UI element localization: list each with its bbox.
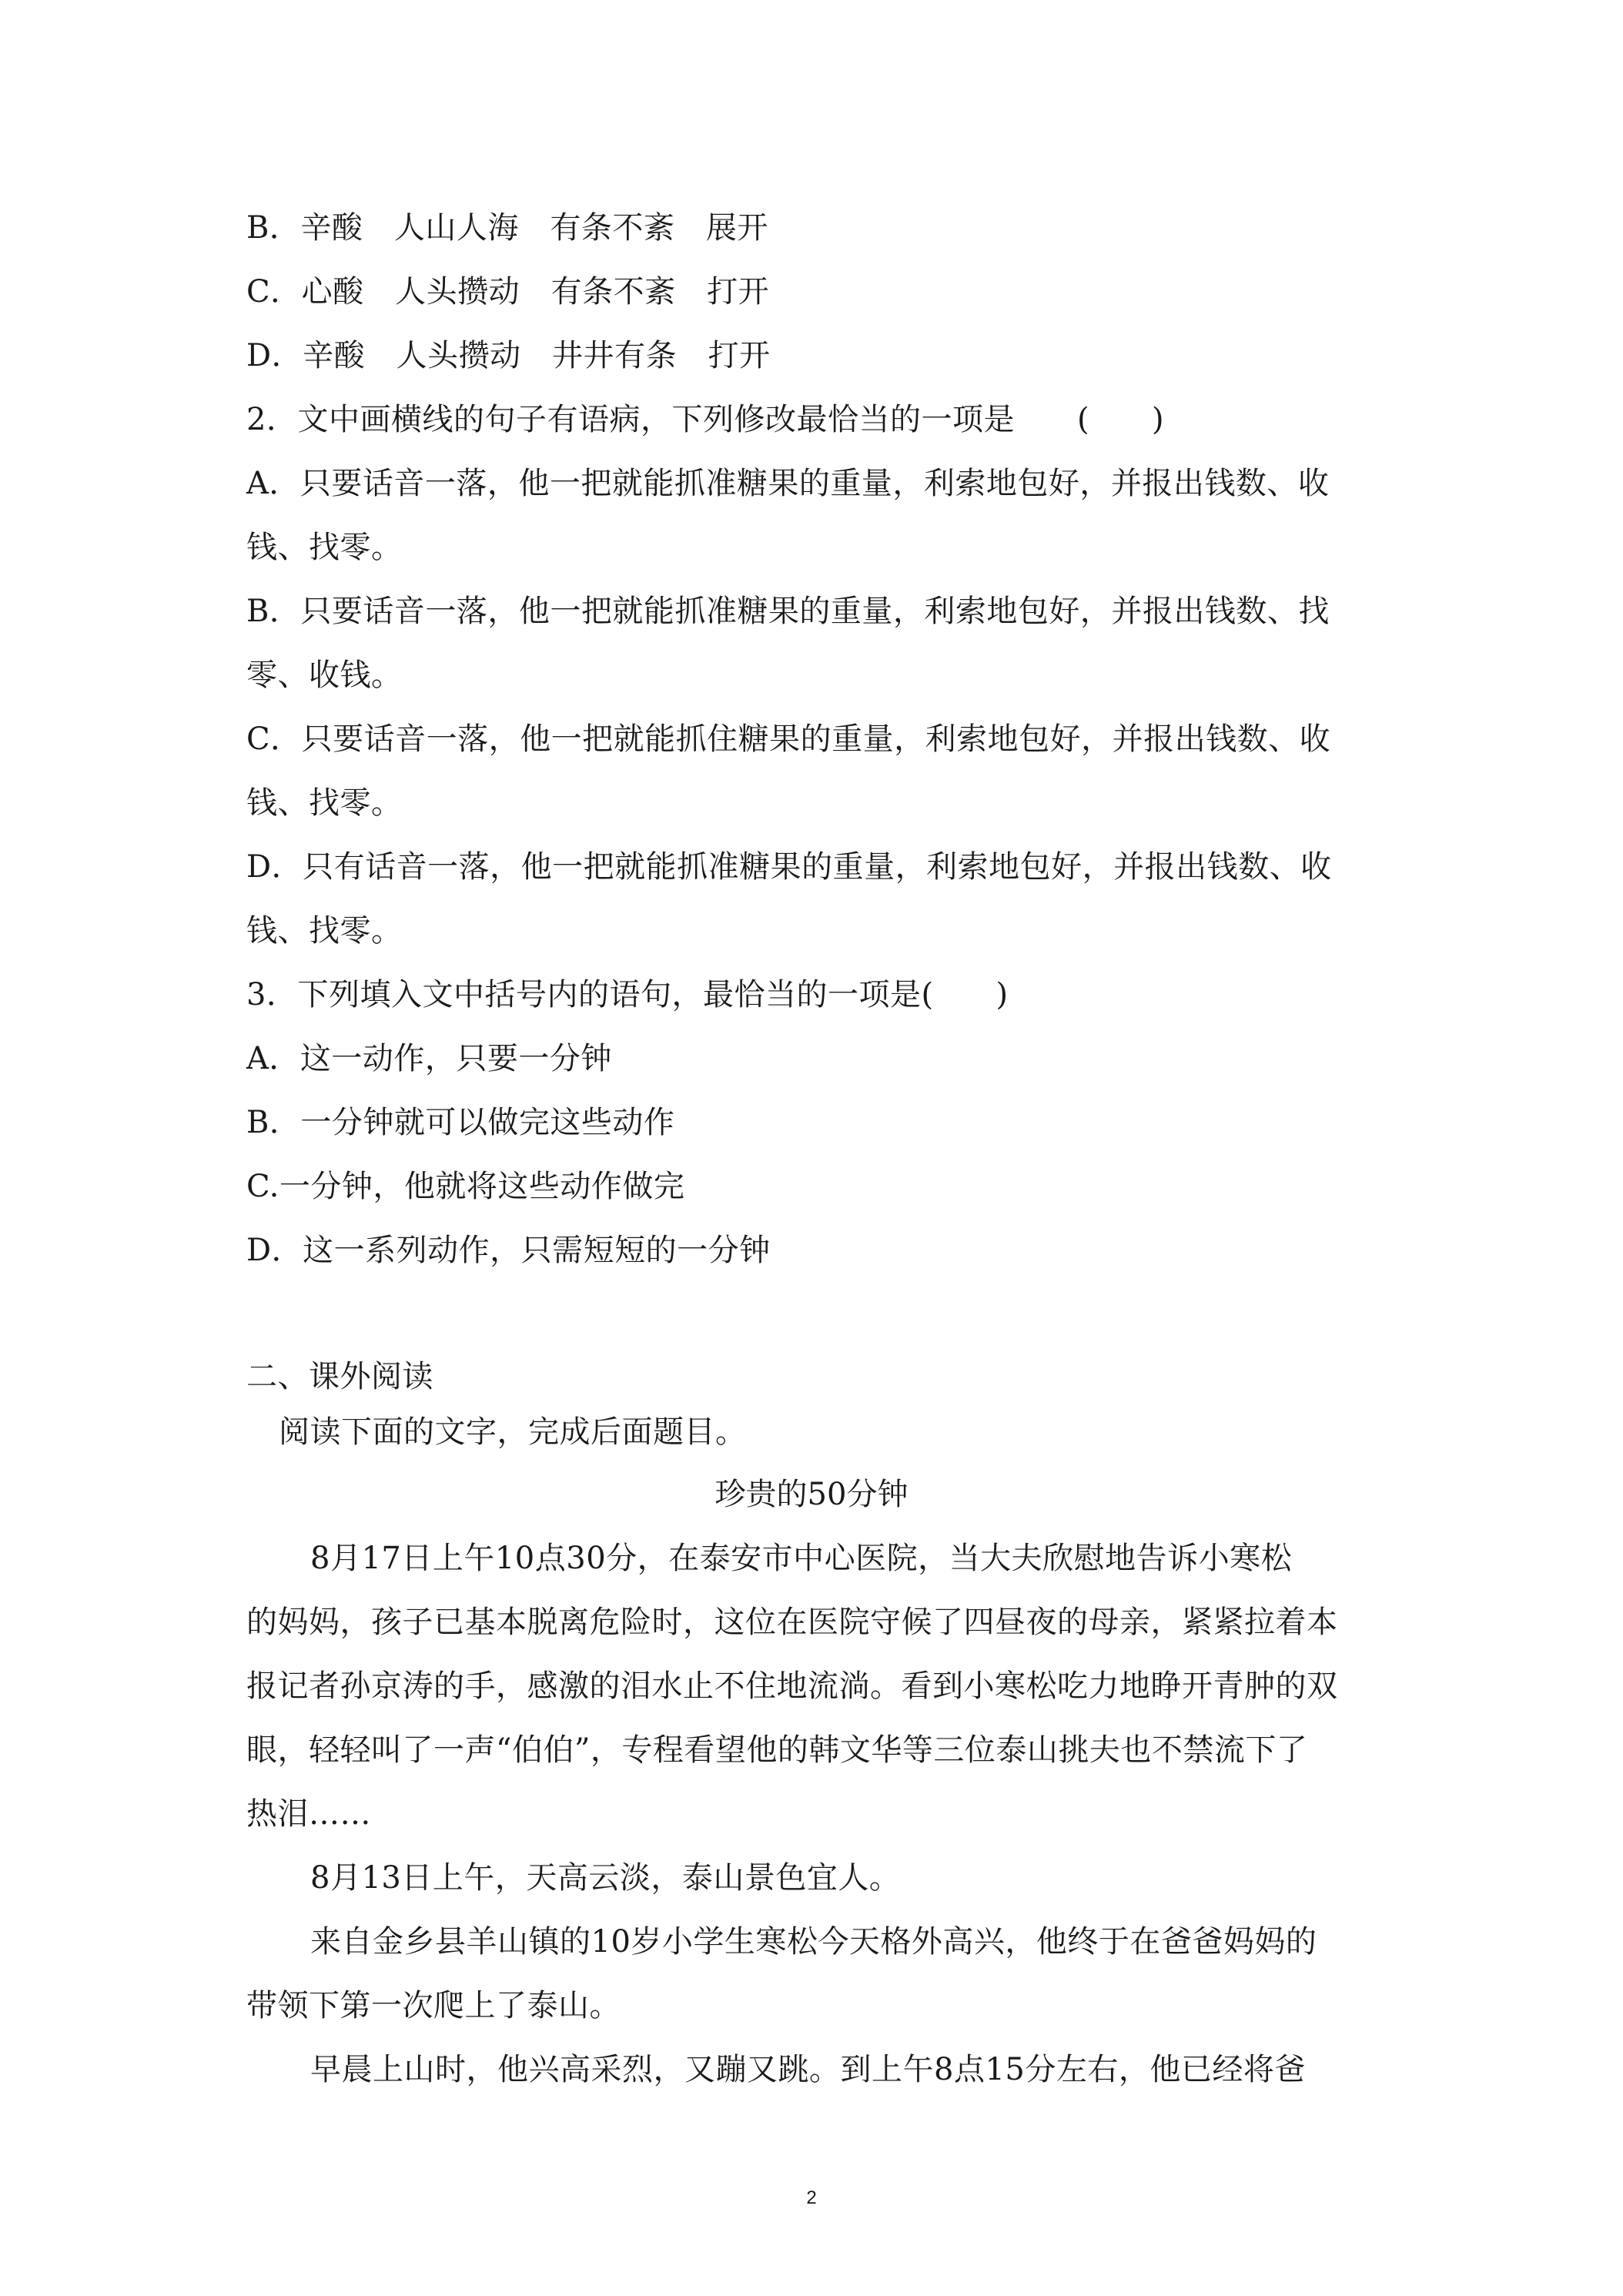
q1-option-b: B．辛酸 人山人海 有条不紊 展开 [246,210,768,246]
paragraph-1-line-1: 8月17日上午10点30分，在泰安市中心医院，当大夫欣慰地告诉小寒松 [310,1541,1293,1576]
q2-option-a-line1: A．只要话音一落，他一把就能抓准糖果的重量，利索地包好，并报出钱数、收 [246,466,1330,501]
page-number: 2 [806,2187,817,2208]
q2-stem: 2．文中画横线的句子有语病，下列修改最恰当的一项是 ( ) [246,402,1165,437]
paragraph-1-line-3: 报记者孙京涛的手，感激的泪水止不住地流淌。看到小寒松吃力地睁开青肿的双 [246,1668,1338,1704]
q3-option-c: C.一分钟，他就将这些动作做完 [246,1169,685,1204]
q1-option-d: D．辛酸 人头攒动 井井有条 打开 [246,338,771,373]
paragraph-3-line-2: 带领下第一次爬上了泰山。 [246,1988,621,2023]
q2-option-a-line2: 钱、找零。 [246,530,403,565]
q2-option-d-line2: 钱、找零。 [246,913,403,949]
q3-option-b: B．一分钟就可以做完这些动作 [246,1105,675,1140]
paragraph-2-line-1: 8月13日上午，天高云淡，泰山景色宜人。 [310,1860,901,1896]
paragraph-1-line-4: 眼，轻轻叫了一声“伯伯”，专程看望他的韩文华等三位泰山挑夫也不禁流下了 [246,1732,1308,1768]
q2-option-b-line2: 零、收钱。 [246,658,403,693]
q3-option-a: A．这一动作，只要一分钟 [246,1041,612,1076]
reading-instruction: 阅读下面的文字，完成后面题目。 [279,1414,747,1450]
q2-option-c-line1: C．只要话音一落，他一把就能抓住糖果的重量，利索地包好，并报出钱数、收 [246,721,1331,757]
section-heading: 二、课外阅读 [246,1359,433,1394]
q3-option-d: D．这一系列动作，只需短短的一分钟 [246,1233,771,1268]
q2-option-b-line1: B．只要话音一落，他一把就能抓准糖果的重量，利索地包好，并报出钱数、找 [246,594,1330,629]
q1-option-c: C．心酸 人头攒动 有条不紊 打开 [246,274,770,310]
paragraph-1-line-2: 的妈妈，孩子已基本脱离危险时，这位在医院守候了四昼夜的母亲，紧紧拉着本 [246,1605,1338,1640]
paragraph-1-line-5: 热泪…… [246,1796,371,1832]
q2-option-c-line2: 钱、找零。 [246,785,403,821]
paragraph-4-line-1: 早晨上山时，他兴高采烈，又蹦又跳。到上午8点15分左右，他已经将爸 [310,2052,1306,2087]
passage-title: 珍贵的50分钟 [714,1477,909,1512]
q3-stem: 3．下列填入文中括号内的语句，最恰当的一项是( ) [246,977,1009,1012]
q2-option-d-line1: D．只有话音一落，他一把就能抓准糖果的重量，利索地包好，并报出钱数、收 [246,849,1332,885]
paragraph-3-line-1: 来自金乡县羊山镇的10岁小学生寒松今天格外高兴，他终于在爸爸妈妈的 [310,1924,1317,1960]
